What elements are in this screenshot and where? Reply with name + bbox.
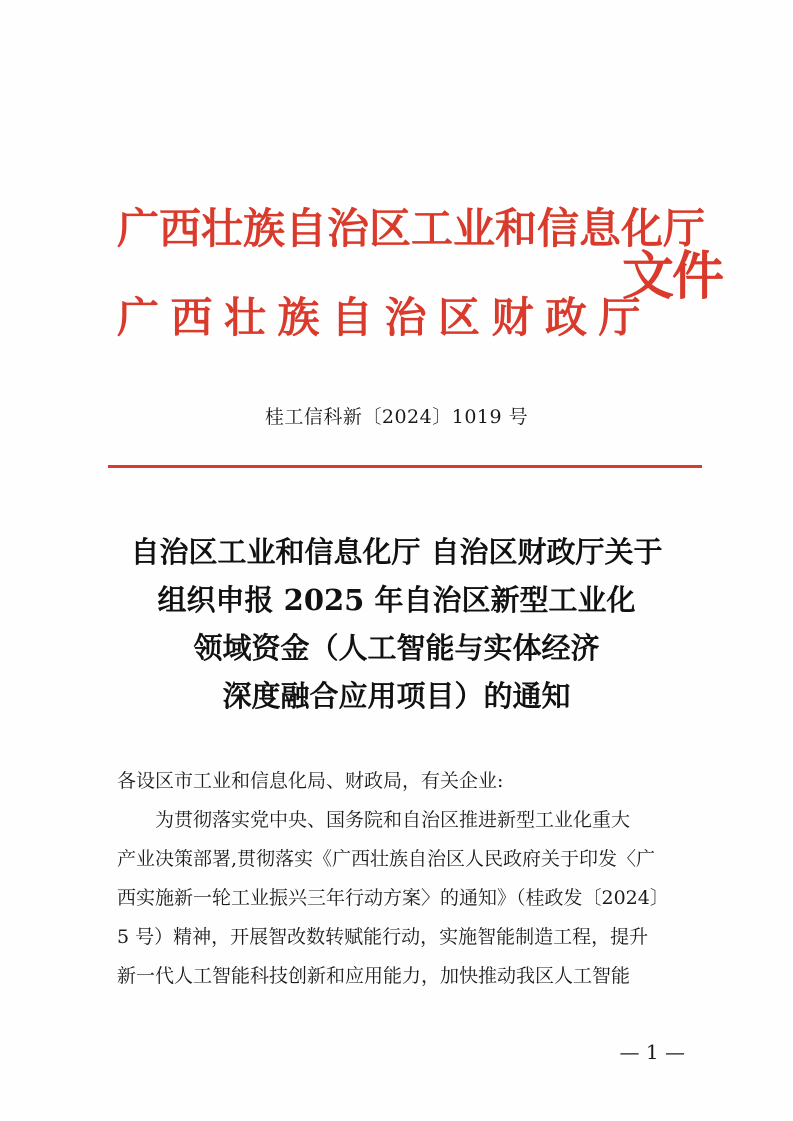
document-number: 桂工信科新〔2024〕1019 号: [264, 406, 529, 428]
body-line: 5 号）精神，开展智改数转赋能行动，实施智能制造工程，提升: [117, 926, 649, 948]
body-line: 新一代人工智能科技创新和应用能力，加快推动我区人工智能: [117, 965, 631, 987]
red-separator-line: [108, 465, 702, 468]
title-line: 自治区工业和信息化厅 自治区财政厅关于: [130, 535, 663, 569]
page-number: — 1 —: [619, 1040, 685, 1064]
title-line: 组织申报 2025 年自治区新型工业化: [157, 583, 636, 617]
title-line: 领域资金（人工智能与实体经济: [193, 631, 600, 665]
title-line: 深度融合应用项目）的通知: [222, 679, 571, 713]
issuer-line-1: 广西壮族自治区工业和信息化厅: [117, 204, 706, 253]
body-line: 为贯彻落实党中央、国务院和自治区推进新型工业化重大: [155, 809, 631, 831]
document-body: [117, 762, 697, 996]
document-type-label: 文件: [622, 246, 723, 307]
document-title: [0, 528, 793, 720]
body-line: 产业决策部署,贯彻落实《广西壮族自治区人民政府关于印发〈广: [117, 848, 656, 870]
body-line: 西实施新一轮工业振兴三年行动方案〉的通知》（桂政发〔2024〕: [117, 887, 669, 909]
issuer-line-2: 广西壮族自治区财政厅: [117, 293, 653, 342]
salutation: 各设区市工业和信息化局、财政局，有关企业:: [117, 770, 504, 792]
